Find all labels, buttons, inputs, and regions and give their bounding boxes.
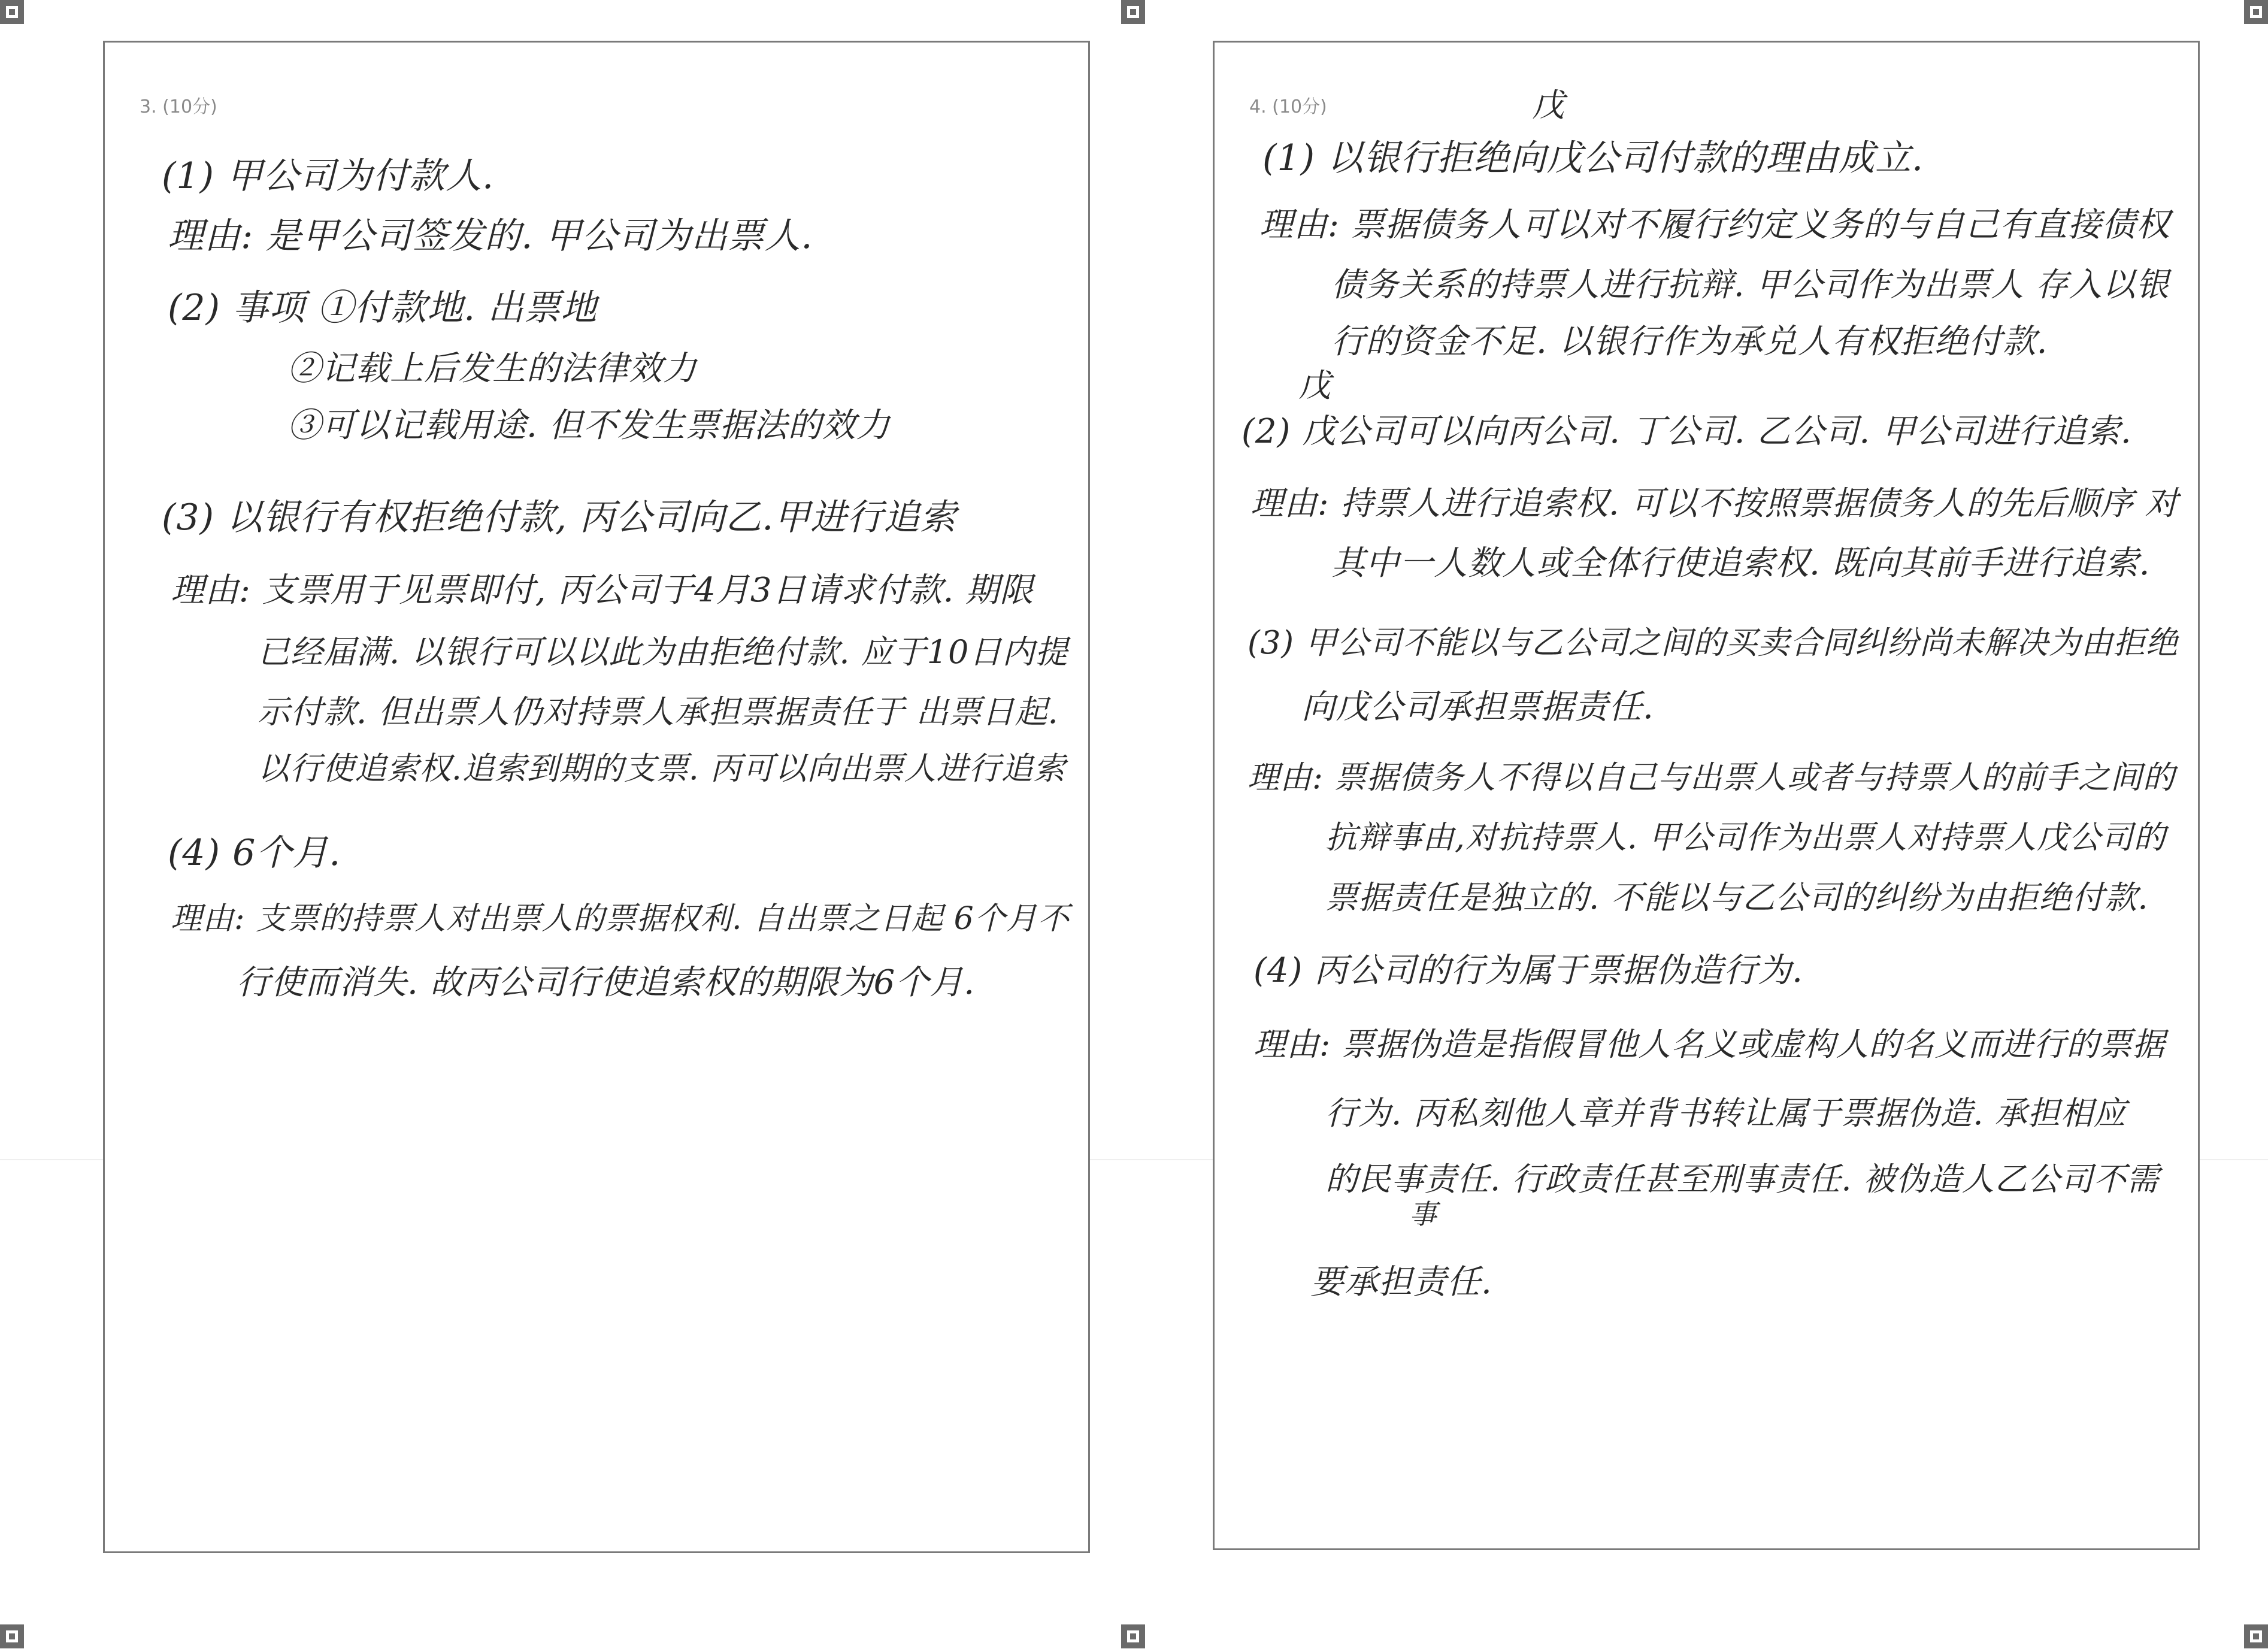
registration-mark-bottom-center bbox=[1121, 1624, 1145, 1648]
answer-line: 理由: 持票人进行追索权. 可以不按照票据债务人的先后顺序 对 bbox=[1250, 484, 2179, 522]
handwritten-insertion: 事 bbox=[1409, 1198, 1437, 1230]
answer-line: 理由: 票据伪造是指假冒他人名义或虚构人的名义而进行的票据 bbox=[1253, 1025, 2166, 1063]
answer-line: 理由: 支票用于见票即付, 丙公司于4月3日请求付款. 期限 bbox=[171, 571, 1034, 610]
answer-line: 理由: 票据债务人可以对不履行约定义务的与自己有直接债权 bbox=[1259, 205, 2170, 244]
answer-line: (4) 丙公司的行为属于票据伪造行为. bbox=[1253, 951, 1803, 990]
answer-line: 已经届满. 以银行可以以此为由拒绝付款. 应于10日内提 bbox=[258, 633, 1068, 671]
answer-line: 其中一人数人或全体行使追索权. 既向其前手进行追索. bbox=[1331, 544, 2151, 583]
answer-sheet-question-3 bbox=[103, 41, 1090, 1553]
answer-line: 理由: 票据债务人不得以自己与出票人或者与持票人的前手之间的 bbox=[1247, 760, 2175, 796]
answer-line: 的民事责任. 行政责任甚至刑事责任. 被伪造人乙公司不需 bbox=[1325, 1160, 2160, 1198]
answer-line: ②记载上后发生的法律效力 bbox=[287, 349, 697, 388]
answer-line: 抗辩事由,对抗持票人. 甲公司作为出票人对持票人戊公司的 bbox=[1325, 819, 2166, 856]
answer-line: 理由: 支票的持票人对出票人的票据权利. 自出票之日起 6个月不 bbox=[171, 901, 1070, 937]
answer-line: 行使而消失. 故丙公司行使追索权的期限为6个月. bbox=[237, 963, 976, 1002]
answer-line: (2) 戊公司可以向丙公司. 丁公司. 乙公司. 甲公司进行追索. bbox=[1242, 412, 2132, 451]
answer-line: (2) 事项 ①付款地. 出票地 bbox=[168, 287, 598, 329]
answer-line: (3) 以银行有权拒绝付款, 丙公司向乙.甲进行追索 bbox=[162, 497, 957, 538]
answer-line: ③可以记载用途. 但不发生票据法的效力 bbox=[287, 406, 891, 445]
answer-line: 行的资金不足. 以银行作为承兑人有权拒绝付款. bbox=[1331, 322, 2048, 361]
registration-mark-top-left bbox=[0, 0, 24, 24]
answer-line: 理由: 是甲公司签发的. 甲公司为出票人. bbox=[168, 215, 813, 257]
answer-line: 行为. 丙私刻他人章并背书转让属于票据伪造. 承担相应 bbox=[1325, 1094, 2127, 1132]
registration-mark-bottom-left bbox=[0, 1624, 24, 1648]
answer-line: 向戊公司承担票据责任. bbox=[1301, 688, 1654, 727]
answer-line: 债务关系的持票人进行抗辩. 甲公司作为出票人 存入以银 bbox=[1331, 265, 2170, 304]
registration-mark-bottom-right bbox=[2244, 1624, 2268, 1648]
question-4-header: 4. (10分) bbox=[1249, 96, 1327, 117]
answer-line: (4) 6个月. bbox=[168, 832, 341, 874]
question-3-header: 3. (10分) bbox=[140, 96, 217, 117]
answer-sheet-question-4 bbox=[1213, 41, 2200, 1550]
handwritten-insertion: 戊 bbox=[1532, 86, 1564, 124]
answer-line: (1) 以银行拒绝向戊公司付款的理由成立. bbox=[1262, 137, 1924, 179]
registration-mark-top-right bbox=[2244, 0, 2268, 24]
answer-line: 示付款. 但出票人仍对持票人承担票据责任于 出票日起. bbox=[258, 693, 1059, 731]
answer-line: 票据责任是独立的. 不能以与乙公司的纠纷为由拒绝付款. bbox=[1325, 879, 2149, 916]
handwritten-insertion: 戊 bbox=[1298, 367, 1331, 404]
answer-line: 以行使追索权.追索到期的支票. 丙可以向出票人进行追索 bbox=[258, 751, 1066, 787]
answer-line: (1) 甲公司为付款人. bbox=[162, 155, 495, 197]
answer-line: (3) 甲公司不能以与乙公司之间的买卖合同纠纷尚未解决为由拒绝 bbox=[1247, 625, 2178, 661]
answer-line: 要承担责任. bbox=[1310, 1263, 1492, 1302]
registration-mark-top-center bbox=[1121, 0, 1145, 24]
